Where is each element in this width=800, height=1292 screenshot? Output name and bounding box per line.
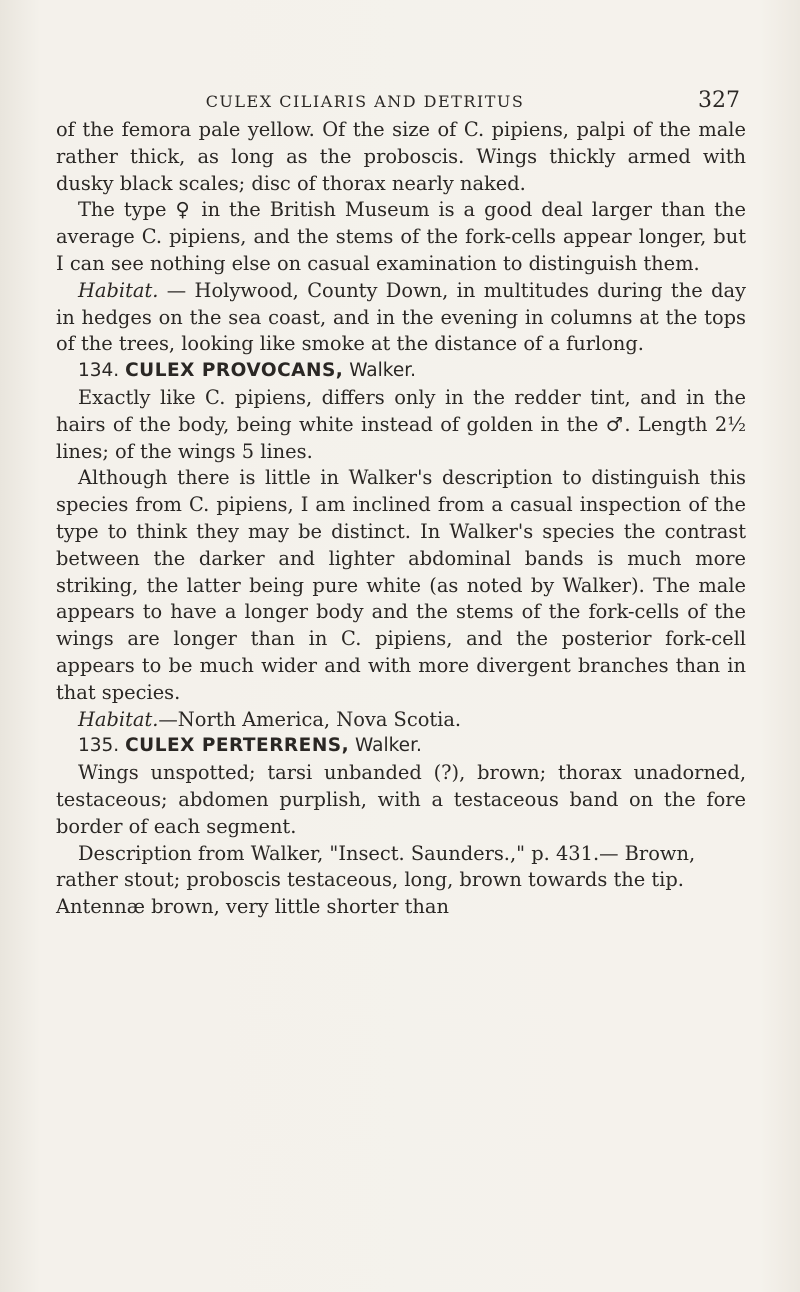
- habitat-text: — Holywood, County Down, in multitudes during the day in hedges on the sea coast, and in the evening in columns at the tops of the trees, looking like smoke at the distance of a furlong.: [56, 278, 746, 356]
- habitat-label: Habitat.: [78, 707, 159, 731]
- habitat-text: —North America, Nova Scotia.: [158, 707, 462, 731]
- paragraph-perterrens-walker: Description from Walker, "Insect. Saunders.," p. 431.— Brown, rather stout; proboscis testaceous, long, brown towards the tip. Antennæ brown, very little shorter than: [56, 841, 696, 919]
- paragraph-provocans-description: Exactly like C. pipiens, differs only in the redder tint, and in the hairs of the body, being white instead of golden in the ♂. Length 2½ lines; of the wings 5 lines.: [56, 385, 746, 463]
- section-heading-135: [56, 733, 746, 760]
- page-body: [56, 117, 746, 921]
- running-head: CULEX CILIARIS AND DETRITUS: [205, 92, 525, 111]
- species-name: CULEX PROVOCANS,: [125, 360, 344, 382]
- species-name: CULEX PERTERRENS,: [125, 735, 350, 757]
- paragraph-provocans-comparison: Although there is little in Walker's description to distinguish this species from C. pipiens, I am inclined from a casual inspection of the type to think they may be distinct. In Walker's species the contrast between the darker and lighter abdominal bands is much more striking, the latter being pure white (as noted by Walker). The male appears to have a longer body and the stems of the fork-cells of the wings are longer than in C. pipiens, and the posterior fork-cell appears to be much wider and with more divergent branches than in that species.: [56, 466, 746, 704]
- paragraph-type-specimen: The type ♀ in the British Museum is a good deal larger than the average C. pipiens, and the stems of the fork-cells appear longer, but I can see nothing else on casual examination to distinguish them.: [56, 198, 746, 275]
- species-author: Walker.: [355, 735, 422, 757]
- species-author: Walker.: [349, 360, 417, 382]
- section-heading-134: [56, 358, 746, 385]
- paragraph-femora: of the femora pale yellow. Of the size of C. pipiens, palpi of the male rather thick, as long as the proboscis. Wings thickly armed with dusky black scales; disc of thorax nearly naked.: [56, 118, 746, 195]
- section-number: 134.: [78, 360, 120, 382]
- paragraph-habitat-ciliaris: [56, 278, 746, 358]
- page-number: 327: [698, 88, 740, 113]
- habitat-label: Habitat.: [78, 278, 159, 302]
- section-number: 135.: [78, 735, 120, 757]
- paragraph-perterrens-description: Wings unspotted; tarsi unbanded (?), brown; thorax unadorned, testaceous; abdomen purplish, with a testaceous band on the fore border of each segment.: [56, 761, 746, 838]
- paragraph-habitat-provocans: [56, 707, 746, 734]
